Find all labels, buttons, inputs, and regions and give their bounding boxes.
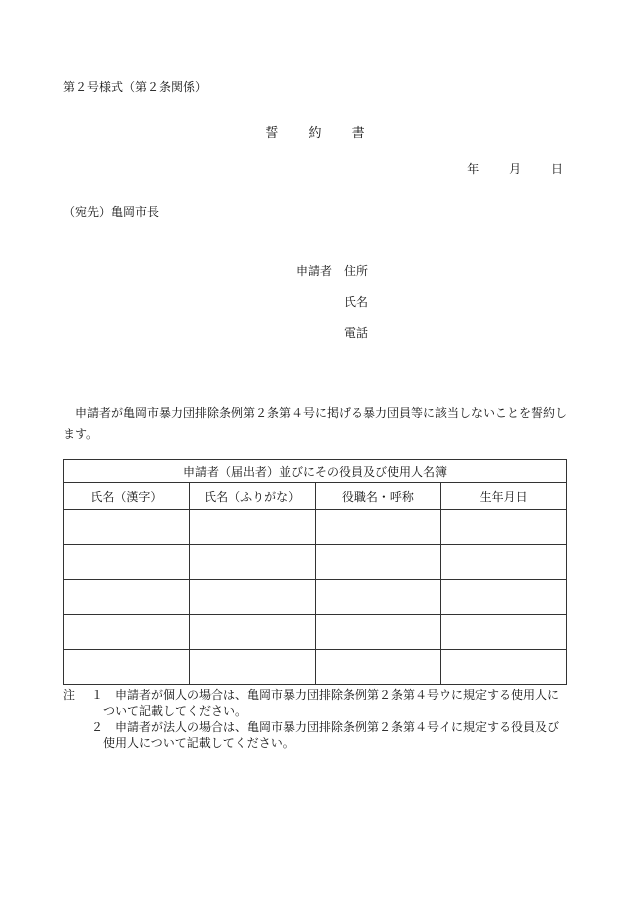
roster-table [63,459,567,685]
table-cell[interactable] [315,650,441,685]
table-cell[interactable] [315,580,441,615]
title-char: 書 [351,126,365,141]
applicant-label: 申請者 [296,264,333,278]
table-cell[interactable] [441,545,567,580]
table-row [64,650,567,685]
note-item [63,687,573,703]
title-char: 約 [308,126,322,141]
date-day-unit: 日 [550,162,563,176]
pledge-statement: 申請者が亀岡市暴力団排除条例第２条第４号に掲げる暴力団員等に該当しないことを誓約します。 [63,406,568,441]
note-text: 申請者が個人の場合は、亀岡市暴力団排除条例第２条第４号ウに規定する使用人に [115,688,560,702]
note-number: ２ [91,720,104,734]
form-number: 第２号様式（第２条関係） [63,80,208,94]
table-cell[interactable] [441,580,567,615]
table-cell[interactable] [64,615,190,650]
column-header-birthdate: 生年月日 [441,483,567,510]
table-cell[interactable] [441,650,567,685]
name-label: 氏名 [344,295,369,309]
notes [63,687,573,751]
phone-label: 電話 [344,326,369,340]
date-line [441,160,563,177]
table-cell[interactable] [189,510,315,545]
table-row [64,615,567,650]
roster-caption: 申請者（届出者）並びにその役員及び使用人名簿 [64,460,567,483]
table-row [64,510,567,545]
note-mark: 注 [63,688,76,702]
column-header-position: 役職名・呼称 [315,483,441,510]
address-label: 住所 [344,264,369,278]
table-row [64,580,567,615]
note-number: １ [91,688,104,702]
table-cell[interactable] [189,650,315,685]
note-continuation: ついて記載してください。 [103,704,248,718]
date-year-unit: 年 [467,162,480,176]
document-title [0,122,630,141]
table-cell[interactable] [441,510,567,545]
table-cell[interactable] [441,615,567,650]
table-cell[interactable] [64,510,190,545]
note-continuation: 使用人について記載してください。 [103,736,295,750]
table-cell[interactable] [315,615,441,650]
note-text: 申請者が法人の場合は、亀岡市暴力団排除条例第２条第４号イに規定する役員及び [115,720,560,734]
table-cell[interactable] [64,650,190,685]
note-item [63,719,573,735]
table-cell[interactable] [189,615,315,650]
table-cell[interactable] [315,545,441,580]
addressee: （宛先）亀岡市長 [63,205,160,219]
table-cell[interactable] [189,580,315,615]
table-cell[interactable] [64,580,190,615]
column-header-name-furigana: 氏名（ふりがな） [189,483,315,510]
column-header-name-kanji: 氏名（漢字） [64,483,190,510]
table-cell[interactable] [64,545,190,580]
title-char: 誓 [265,126,279,141]
table-cell[interactable] [315,510,441,545]
table-cell[interactable] [189,545,315,580]
table-row [64,545,567,580]
date-month-unit: 月 [509,162,522,176]
